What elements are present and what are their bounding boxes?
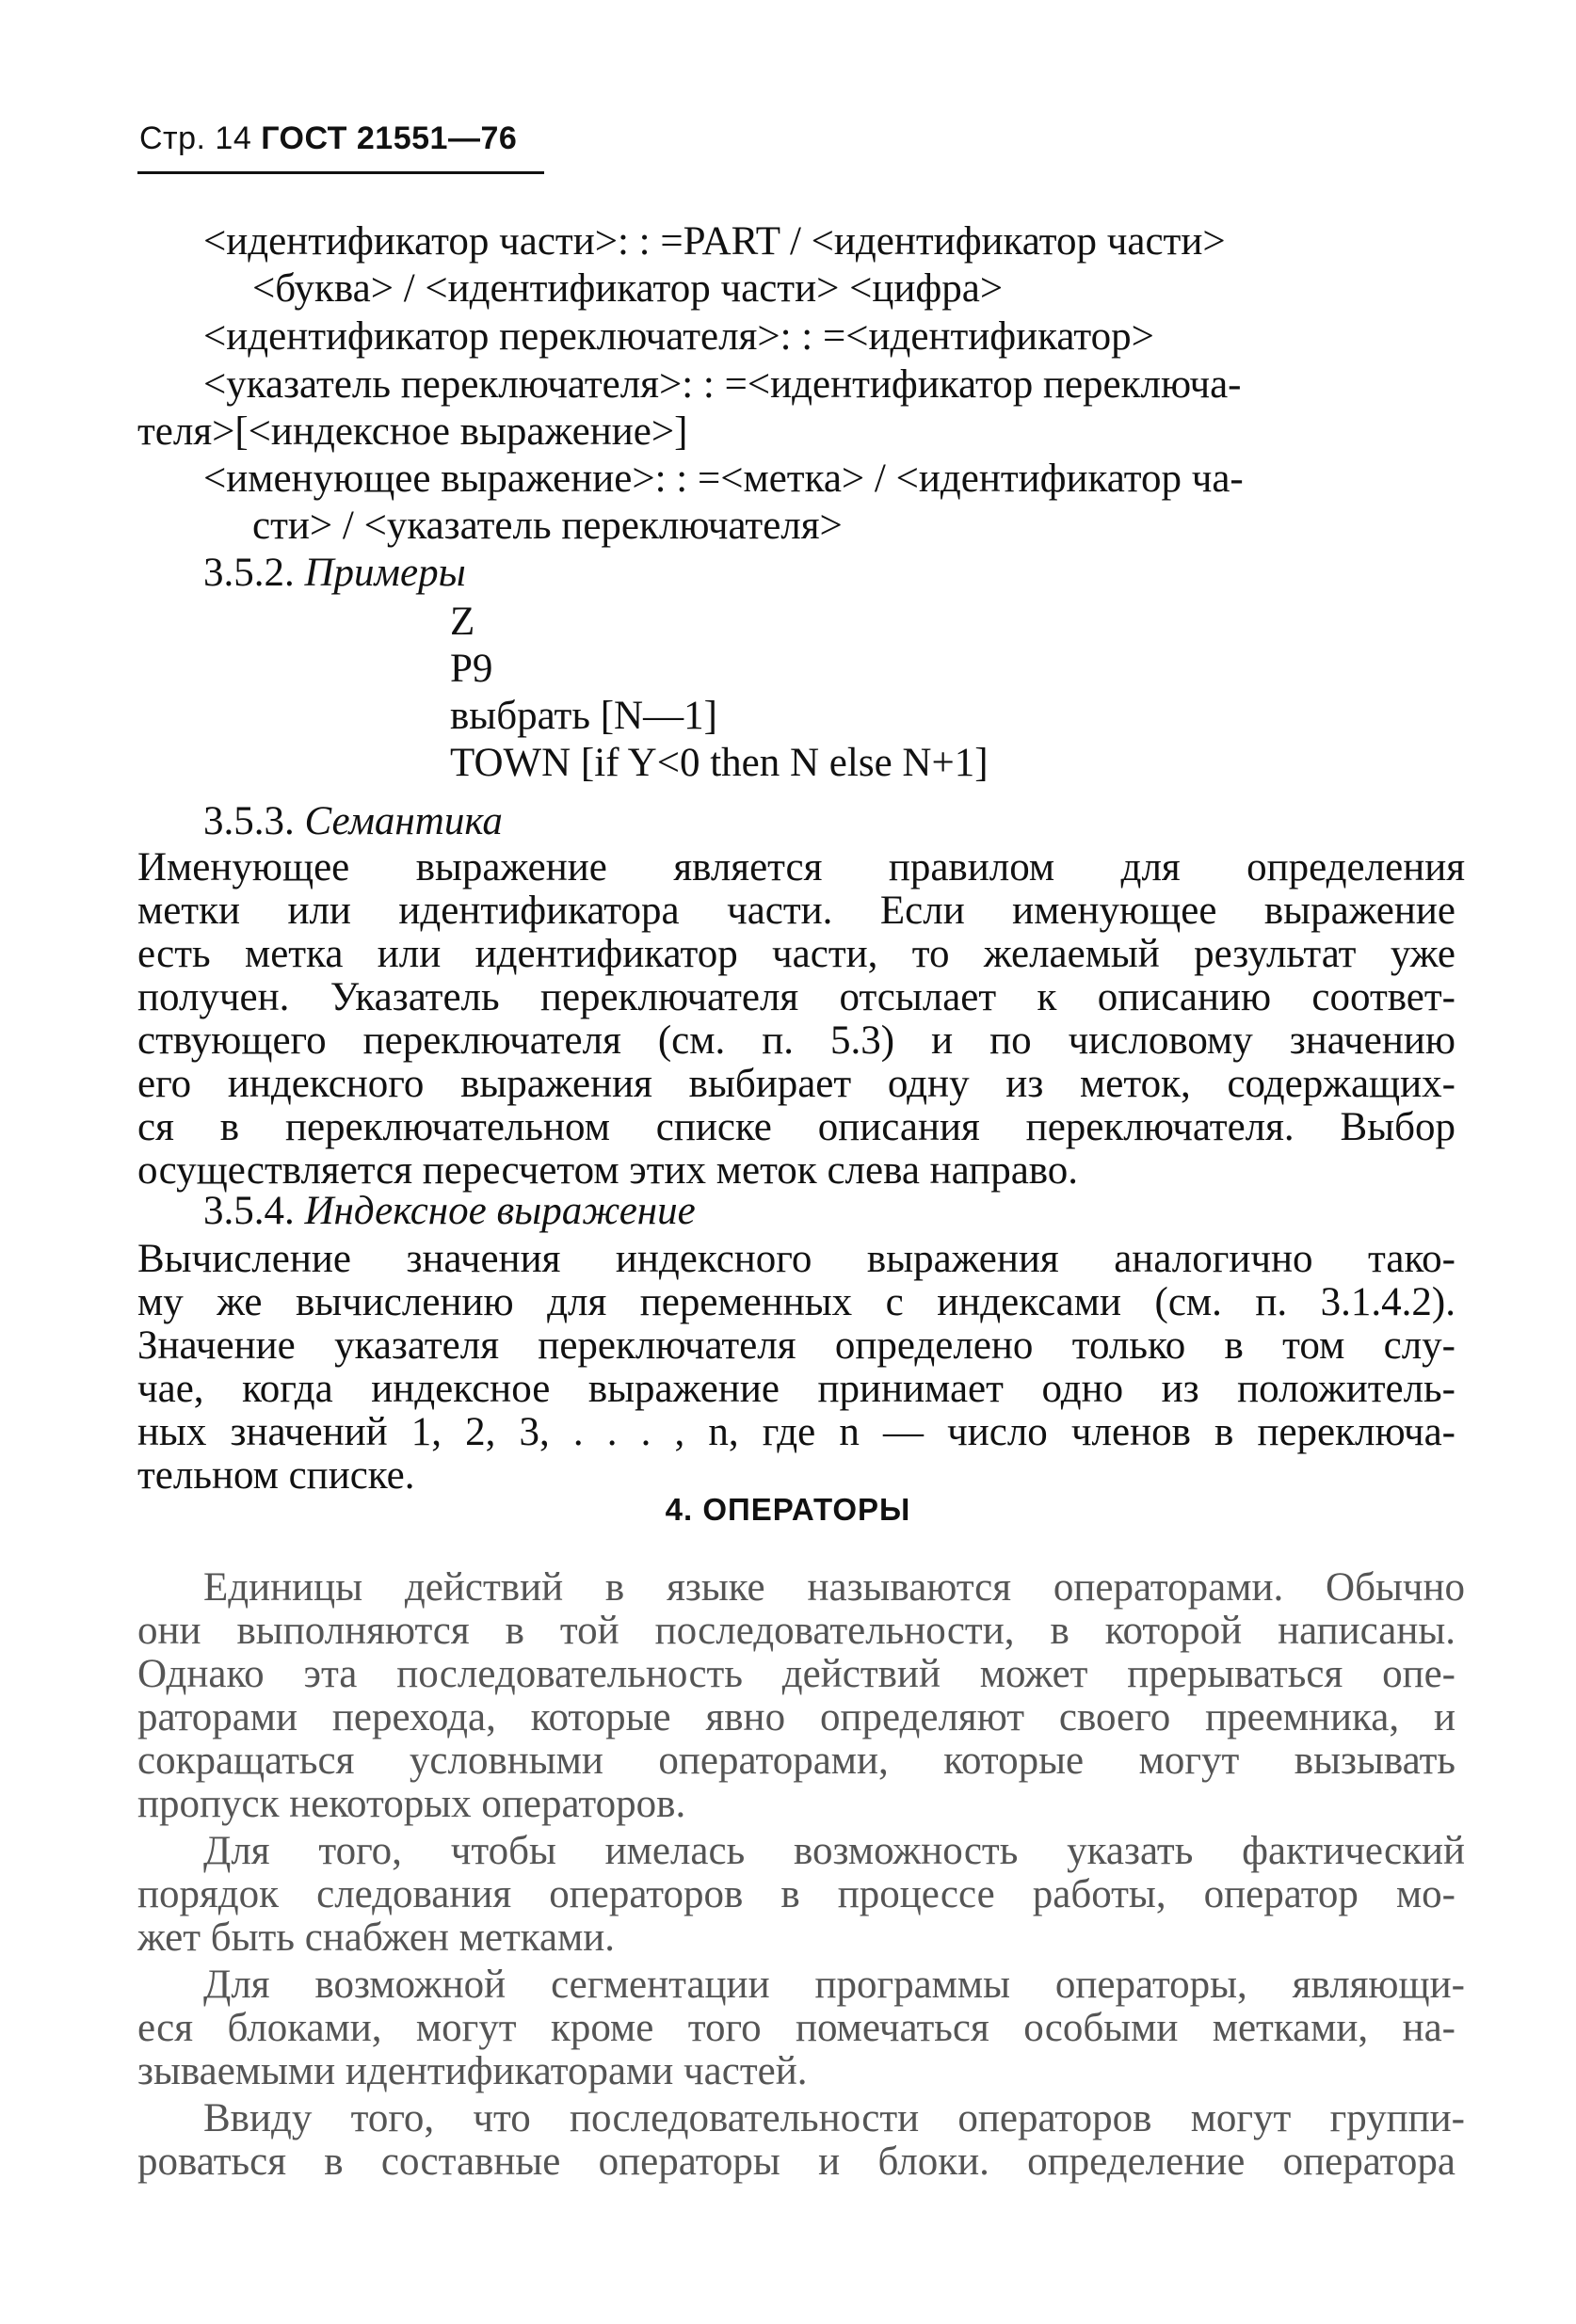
section-paragraph-line: Единицы действий в языке называются операторами. Обычно xyxy=(203,1565,1465,1610)
semantics-line: ствующего переключателя (см. п. 5.3) и по числовому значению xyxy=(137,1018,1455,1063)
semantics-line: метки или идентификатора части. Если именующее выражение xyxy=(137,889,1455,933)
index-expr-line: Значение указателя переключателя определено только в том слу- xyxy=(137,1323,1455,1368)
section-paragraph-line: Ввиду того, что последовательности операторов могут группи- xyxy=(203,2096,1465,2140)
page-number: Стр. 14 xyxy=(139,120,252,156)
heading-title: Семантика xyxy=(304,799,503,843)
heading-number: 3.5.4. xyxy=(203,1189,295,1233)
header-rule xyxy=(137,171,544,174)
semantics-line: Именующее выражение является правилом для определения xyxy=(137,845,1465,890)
section-paragraph-line: они выполняются в той последовательности, в которой написаны. xyxy=(137,1609,1455,1653)
example-item: Z xyxy=(450,600,475,644)
semantics-line: есть метка или идентификатор части, то желаемый результат уже xyxy=(137,932,1455,976)
heading-title: Примеры xyxy=(304,551,466,595)
semantics-line: получен. Указатель переключателя отсылает к описанию соответ- xyxy=(137,975,1455,1019)
section-paragraph-line: жет быть снабжен метками. xyxy=(137,1915,616,1960)
section-title: 4. ОПЕРАТОРЫ xyxy=(665,1492,911,1527)
index-expr-line: тельном списке. xyxy=(137,1453,415,1498)
index-expr-line: му же вычислению для переменных с индексами (см. п. 3.1.4.2). xyxy=(137,1280,1455,1324)
section-paragraph-line: роваться в составные операторы и блоки. определение оператора xyxy=(137,2140,1455,2184)
example-item: выбрать [N—1] xyxy=(450,694,717,738)
index-expr-heading xyxy=(203,1188,696,1235)
section-paragraph-line: еся блоками, могут кроме того помечаться особыми метками, на- xyxy=(137,2006,1455,2050)
examples-heading xyxy=(203,550,466,597)
page-header xyxy=(139,120,517,157)
section-paragraph-line: зываемыми идентификаторами частей. xyxy=(137,2049,808,2093)
syntax-line: <буква> / <идентификатор части> <цифра> xyxy=(252,266,1004,311)
syntax-line: <именующее выражение>: : =<метка> / <идентификатор ча- xyxy=(203,457,1244,501)
index-expr-line: ных значений 1, 2, 3, . . . , n, где n — число членов в переключа- xyxy=(137,1410,1455,1454)
syntax-line: теля>[<индексное выражение>] xyxy=(137,409,688,454)
section-paragraph-line: Для возможной сегментации программы операторы, являющи- xyxy=(203,1963,1465,2007)
example-item: P9 xyxy=(450,647,493,691)
section-paragraph-line: Для того, чтобы имелась возможность указать фактический xyxy=(203,1829,1465,1873)
section-paragraph-line: пропуск некоторых операторов. xyxy=(137,1782,686,1826)
syntax-line: сти> / <указатель переключателя> xyxy=(252,504,843,548)
syntax-line: <идентификатор переключателя>: : =<идентификатор> xyxy=(203,314,1154,359)
section-paragraph-line: Однако эта последовательность действий может прерываться опе- xyxy=(137,1652,1455,1696)
section-paragraph-line: раторами перехода, которые явно определяют своего преемника, и xyxy=(137,1695,1455,1739)
heading-number: 3.5.3. xyxy=(203,799,295,843)
semantics-line: ся в переключательном списке описания переключателя. Выбор xyxy=(137,1105,1455,1149)
semantics-line: осуществляется пересчетом этих меток слева направо. xyxy=(137,1148,1079,1193)
semantics-line: его индексного выражения выбирает одну из меток, содержащих- xyxy=(137,1062,1455,1106)
syntax-line: <идентификатор части>: : =PART / <идентификатор части> xyxy=(203,219,1226,264)
standard-id: ГОСТ 21551—76 xyxy=(261,120,518,156)
section-paragraph-line: сокращаться условными операторами, которые могут вызывать xyxy=(137,1739,1455,1783)
semantics-heading xyxy=(203,798,503,845)
index-expr-line: чае, когда индексное выражение принимает одно из положитель- xyxy=(137,1367,1455,1411)
example-item: TOWN [if Y<0 then N else N+1] xyxy=(450,741,989,785)
section-paragraph-line: порядок следования операторов в процессе работы, оператор мо- xyxy=(137,1872,1455,1916)
index-expr-line: Вычисление значения индексного выражения аналогично тако- xyxy=(137,1237,1455,1281)
syntax-line: <указатель переключателя>: : =<идентификатор переключа- xyxy=(203,362,1242,407)
heading-number: 3.5.2. xyxy=(203,551,295,595)
heading-title: Индексное выражение xyxy=(304,1189,696,1233)
